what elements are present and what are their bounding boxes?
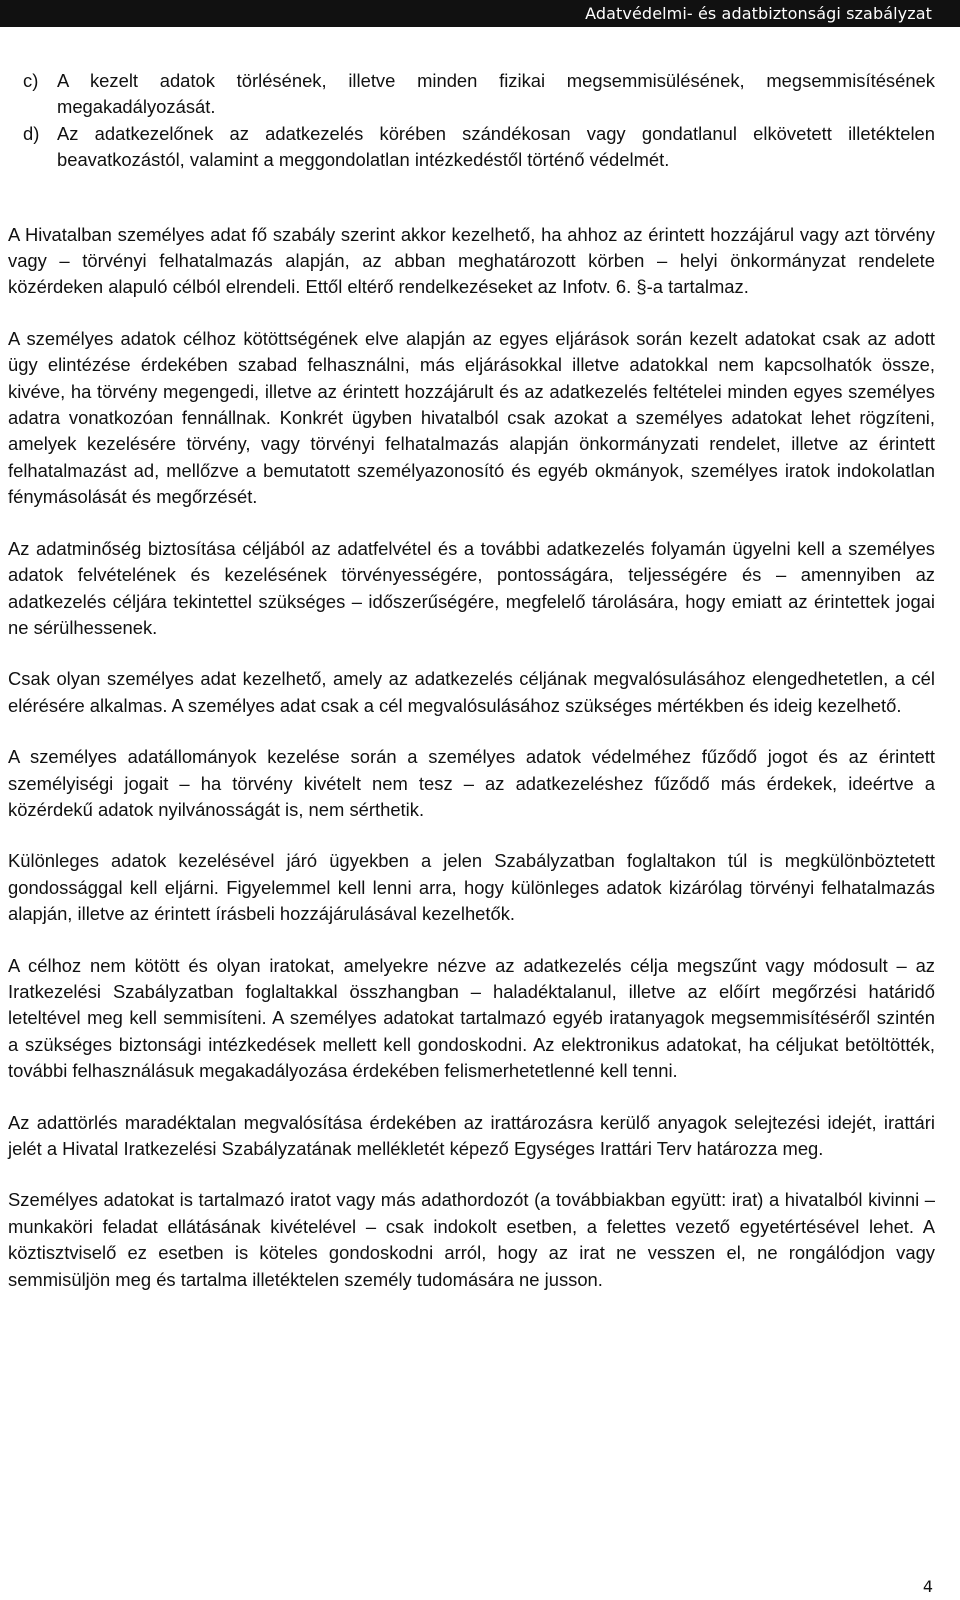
list-item-text: A kezelt adatok törlésének, illetve minden fizikai megsemmisülésének, megsemmisítésének megakadályozását.	[57, 70, 935, 118]
paragraph: Személyes adatokat is tartalmazó iratot vagy más adathordozót (a továbbiakban együtt: irat) a hivatalból kivinni – munkaköri feladat ellátásának kivételével – csak indokolt esetben, a felettes vezető egyetértésével lehet. A köztisztviselő ez esetben is köteles gondoskodni arról, hogy az irat ne vesszen el, ne rongálódjon vagy semmisüljön meg és tartalma illetéktelen személy tudomására ne jusson.	[8, 1189, 935, 1290]
paragraph: Az adatminőség biztosítása céljából az adatfelvétel és a további adatkezelés folyamán ügyelni kell a személyes adatok felvételének és kezelésének törvényességére, pontosságára, teljességére és – amennyiben az adatkezelés céljára tekintettel szükséges – időszerűségére, megfelelő tárolására, hogy emiatt az érintettek jogai ne sérülhessenek.	[8, 537, 935, 638]
page-header	[0, 0, 960, 27]
list-item-text: Az adatkezelőnek az adatkezelés körében szándékosan vagy gondatlanul elkövetett illetéktelen beavatkozástól, valamint a meggondolatlan intézkedéstől történő védelmét.	[57, 122, 935, 171]
list-item-label: c)	[23, 70, 39, 91]
paragraph: A személyes adatállományok kezelése során a személyes adatok védelméhez fűződő jogot és az érintett személyiségi jogait – ha törvény kivételt nem tesz – az adatkezeléshez fűződő más érdekek, ideértve a közérdekű adatok nyilvánosságát is, nem sérthetik.	[8, 746, 935, 820]
document-title: Adatvédelmi- és adatbiztonsági szabályzat	[585, 4, 932, 23]
list-item	[8, 121, 935, 174]
paragraph: Az adattörlés maradéktalan megvalósítása érdekében az irattározásra kerülő anyagok selejtezési idejét, irattári jelét a Hivatal Iratkezelési Szabályzatának mellékletét képező Egységes Irattári Terv határozza meg.	[8, 1111, 935, 1159]
paragraph: A célhoz nem kötött és olyan iratokat, amelyekre nézve az adatkezelés célja megszűnt vagy módosult – az Iratkezelési Szabályzatban foglaltakkal összhangban – haladéktalanul, illetve az előírt megőrzési határidő leteltével meg kell semmisíteni. A személyes adatokat tartalmazó egyéb iratanyagok megsemmisítéséről szintén a szükséges biztonsági intézkedések mellett kell gondoskodni. Az elektronikus adatokat, ha céljukat betöltötték, további felhasználásuk megakadályozása érdekében felismerhetetlenné kell tenni.	[8, 954, 935, 1082]
paragraph: A személyes adatok célhoz kötöttségének elve alapján az egyes eljárások során kezelt adatokat csak az adott ügy elintézése érdekében szabad felhasználni, más eljárásokkal illetve adatokkal nem kapcsolhatók össze, kivéve, ha törvény megengedi, illetve az érintett hozzájárult és az adatkezelés feltételei minden egyes személyes adatra vonatkozóan fennállnak. Konkrét ügyben hivatalból csak azokat a személyes adatokat lehet rögzíteni, amelyek kezelésére törvény, vagy törvényi felhatalmazás alapján önkormányzati rendelet, illetve az érintett felhatalmazást ad, mellőzve a bemutatott személyazonosító és egyéb okmányok, személyes iratok indokolatlan fénymásolását és megőrzését.	[8, 327, 935, 508]
paragraph: Különleges adatok kezelésével járó ügyekben a jelen Szabályzatban foglaltakon túl is megkülönböztetett gondossággal kell eljárni. Figyelemmel kell lenni arra, hogy különleges adatok kizárólag törvényi felhatalmazás alapján, illetve az érintett írásbeli hozzájárulásával kezelhetők.	[8, 850, 935, 925]
document-body	[8, 68, 935, 1318]
paragraph: Csak olyan személyes adat kezelhető, amely az adatkezelés céljának megvalósulásához elengedhetetlen, a cél elérésére alkalmas. A személyes adat csak a cél megvalósulásához szükséges mértékben és ideig kezelhető.	[8, 668, 935, 716]
paragraph: A Hivatalban személyes adat fő szabály szerint akkor kezelhető, ha ahhoz az érintett hozzájárul vagy azt törvény vagy – törvényi felhatalmazás alapján, az abban meghatározott körben – helyi önkormányzat rendelete közérdeken alapuló célból elrendeli. Ettől eltérő rendelkezéseket az Infotv. 6. §-a tartalmaz.	[8, 223, 935, 298]
page-number: 4	[922, 1577, 933, 1596]
list-item-label: d)	[23, 122, 40, 144]
list-item	[8, 68, 935, 121]
